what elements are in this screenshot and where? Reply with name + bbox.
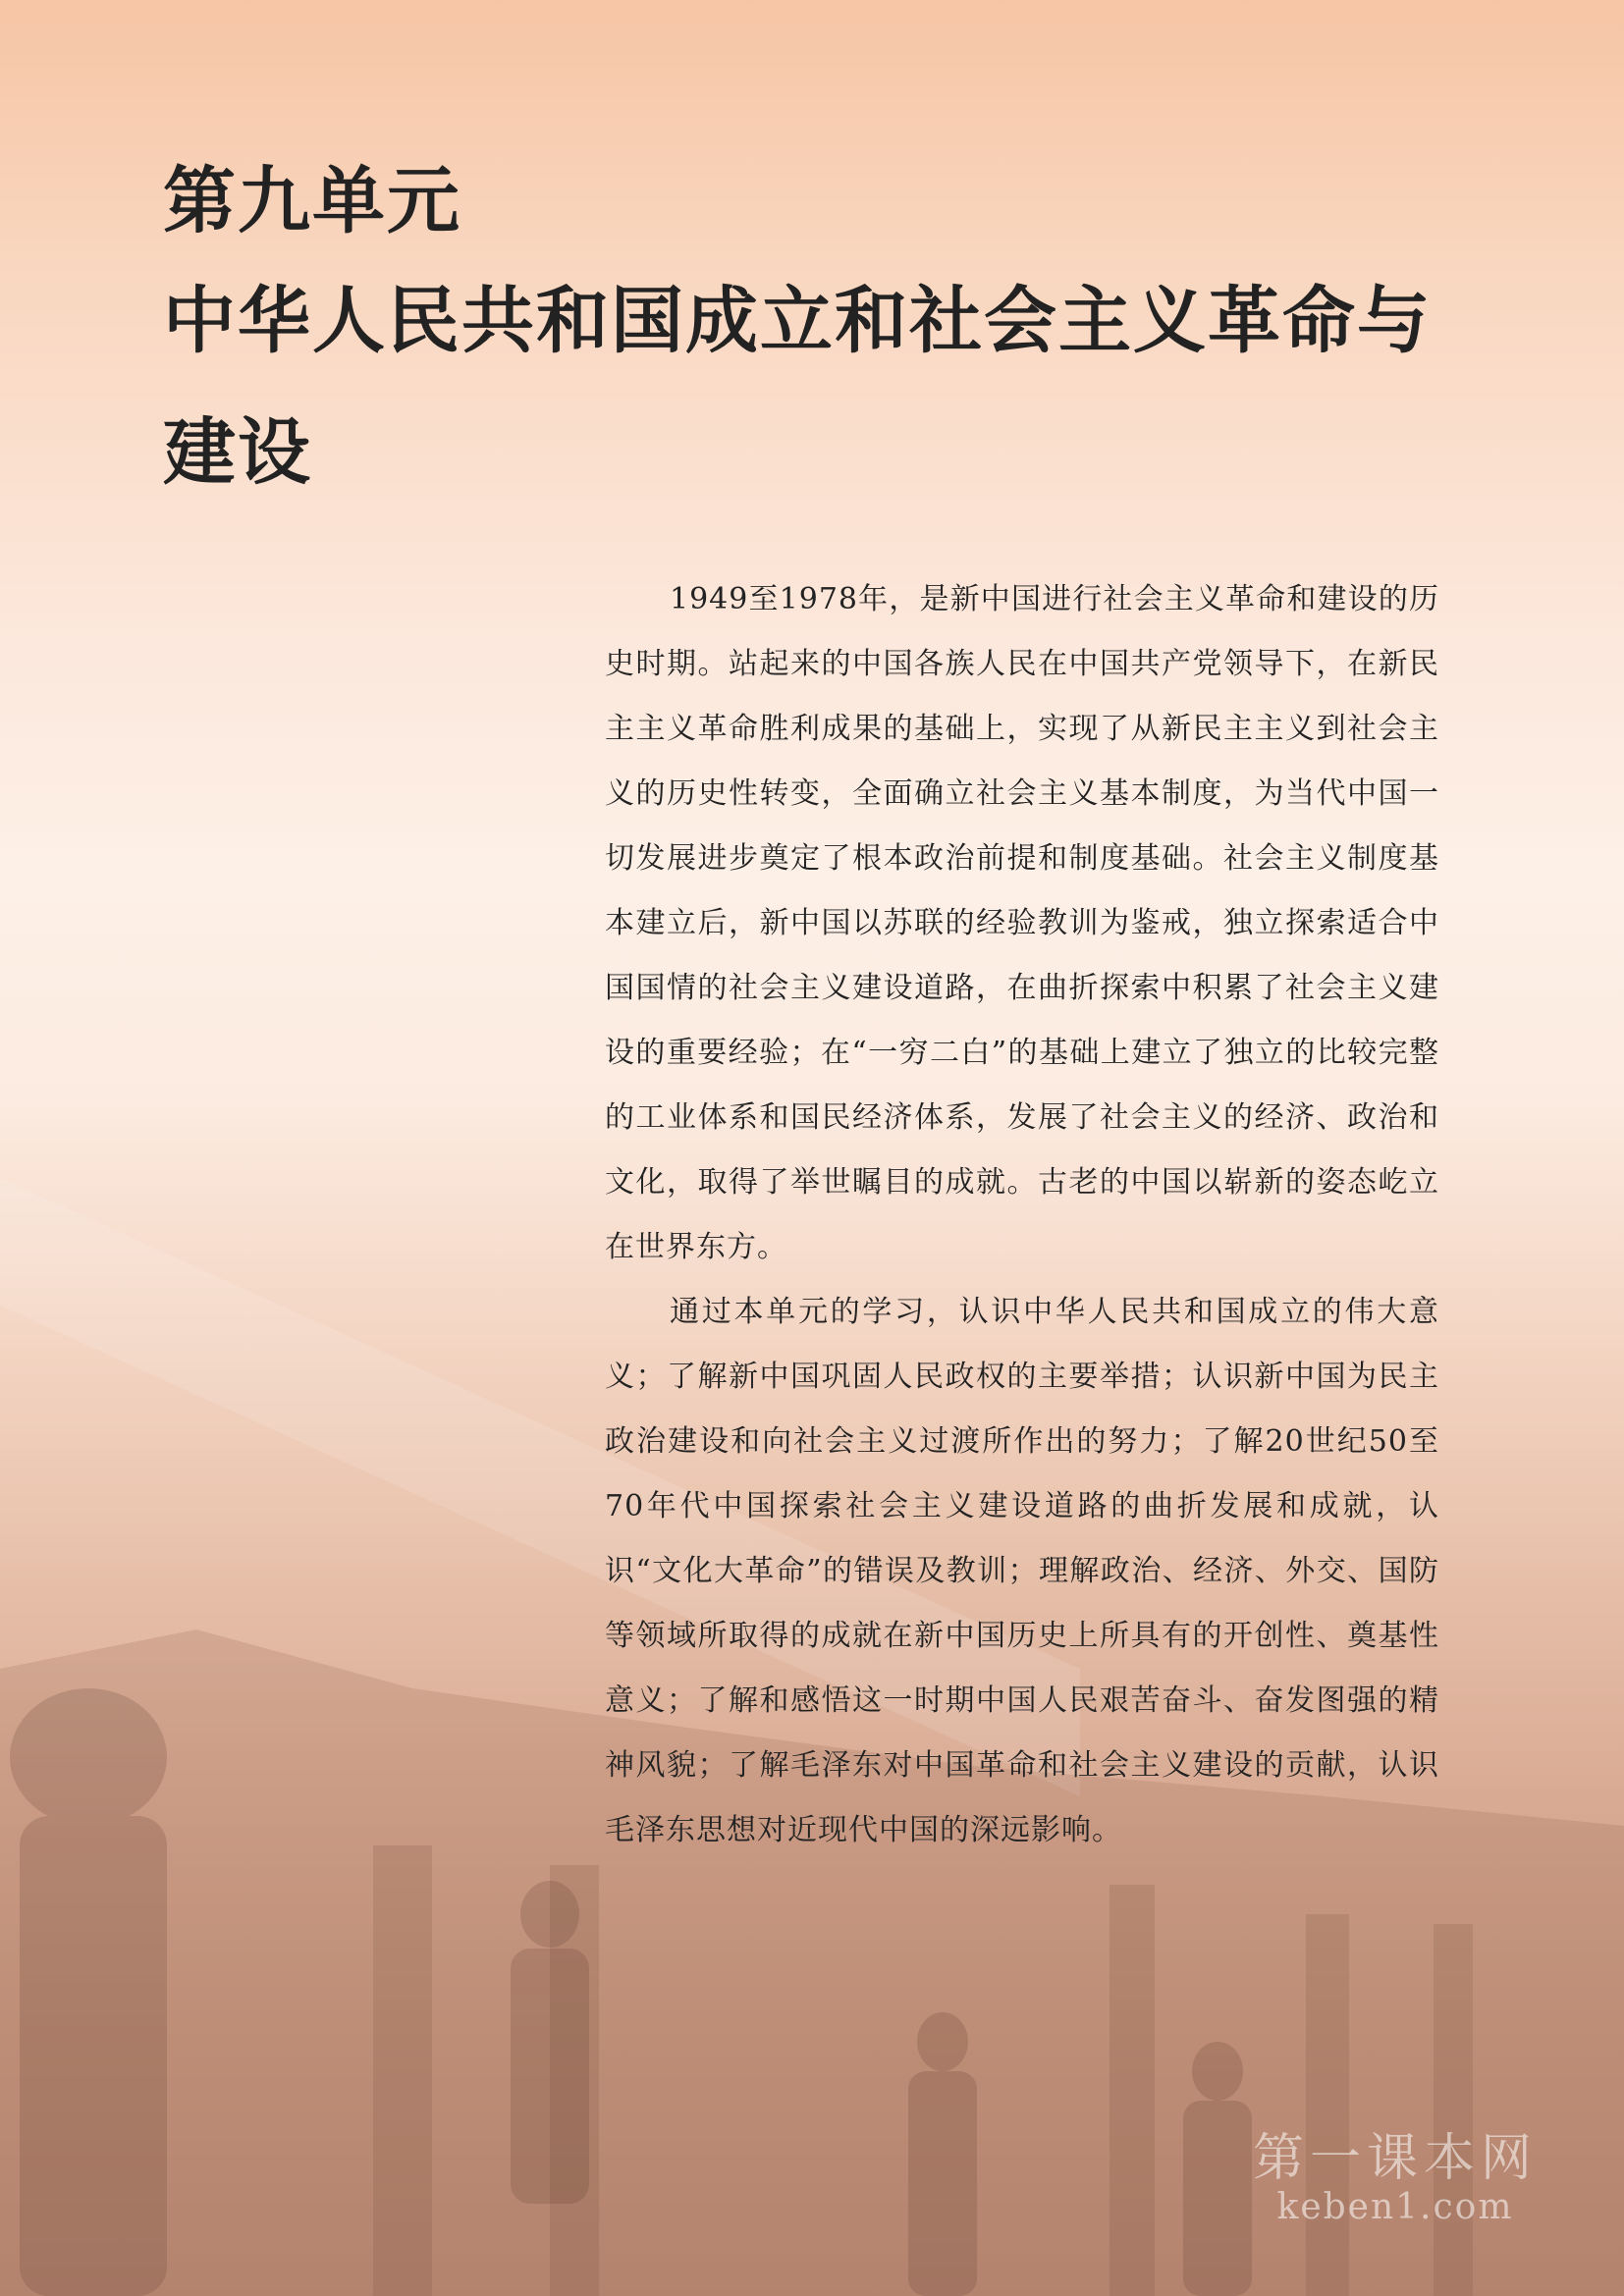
watermark-site-name: 第一课本网 — [1252, 2129, 1538, 2188]
unit-number: 第九单元 — [163, 159, 461, 243]
unit-title: 中华人民共和国成立和社会主义革命与建设 — [163, 279, 1432, 495]
intro-paragraph: 1949至1978年，是新中国进行社会主义革命和建设的历史时期。站起来的中国各族人民在中国共产党领导下，在新民主主义革命胜利成果的基础上，实现了从新民主主义到社会主义的历史性转变，全面确立社会主义基本制度，为当代中国一切发展进步奠定了根本政治前提和制度基础。社会主义制度基本建立后，新中国以苏联的经验教训为鉴戒，独立探索适合中国国情的社会主义建设道路，在曲折探索中积累了社会主义建设的重要经验；在“一穷二白”的基础上建立了独立的比较完整的工业体系和国民经济体系，发展了社会主义的经济、政治和文化，取得了举世瞩目的成就。古老的中国以崭新的姿态屹立在世界东方。 — [605, 582, 1439, 1264]
watermark-url: keben1.com — [1276, 2187, 1514, 2227]
intro-paragraph: 通过本单元的学习，认识中华人民共和国成立的伟大意义；了解新中国巩固人民政权的主要举措；认识新中国为民主政治建设和向社会主义过渡所作出的努力；了解20世纪50至70年代中国探索社会主义建设道路的曲折发展和成就，认识“文化大革命”的错误及教训；理解政治、经济、外交、国防等领域所取得的成就在新中国历史上所具有的开创性、奠基性意义；了解和感悟这一时期中国人民艰苦奋斗、奋发图强的精神风貌；了解毛泽东对中国革命和社会主义建设的贡献，认识毛泽东思想对近现代中国的深远影响。 — [605, 1295, 1439, 1847]
unit-introduction — [605, 567, 1439, 1863]
site-watermark — [1253, 2130, 1538, 2227]
unit-heading — [163, 147, 1469, 518]
